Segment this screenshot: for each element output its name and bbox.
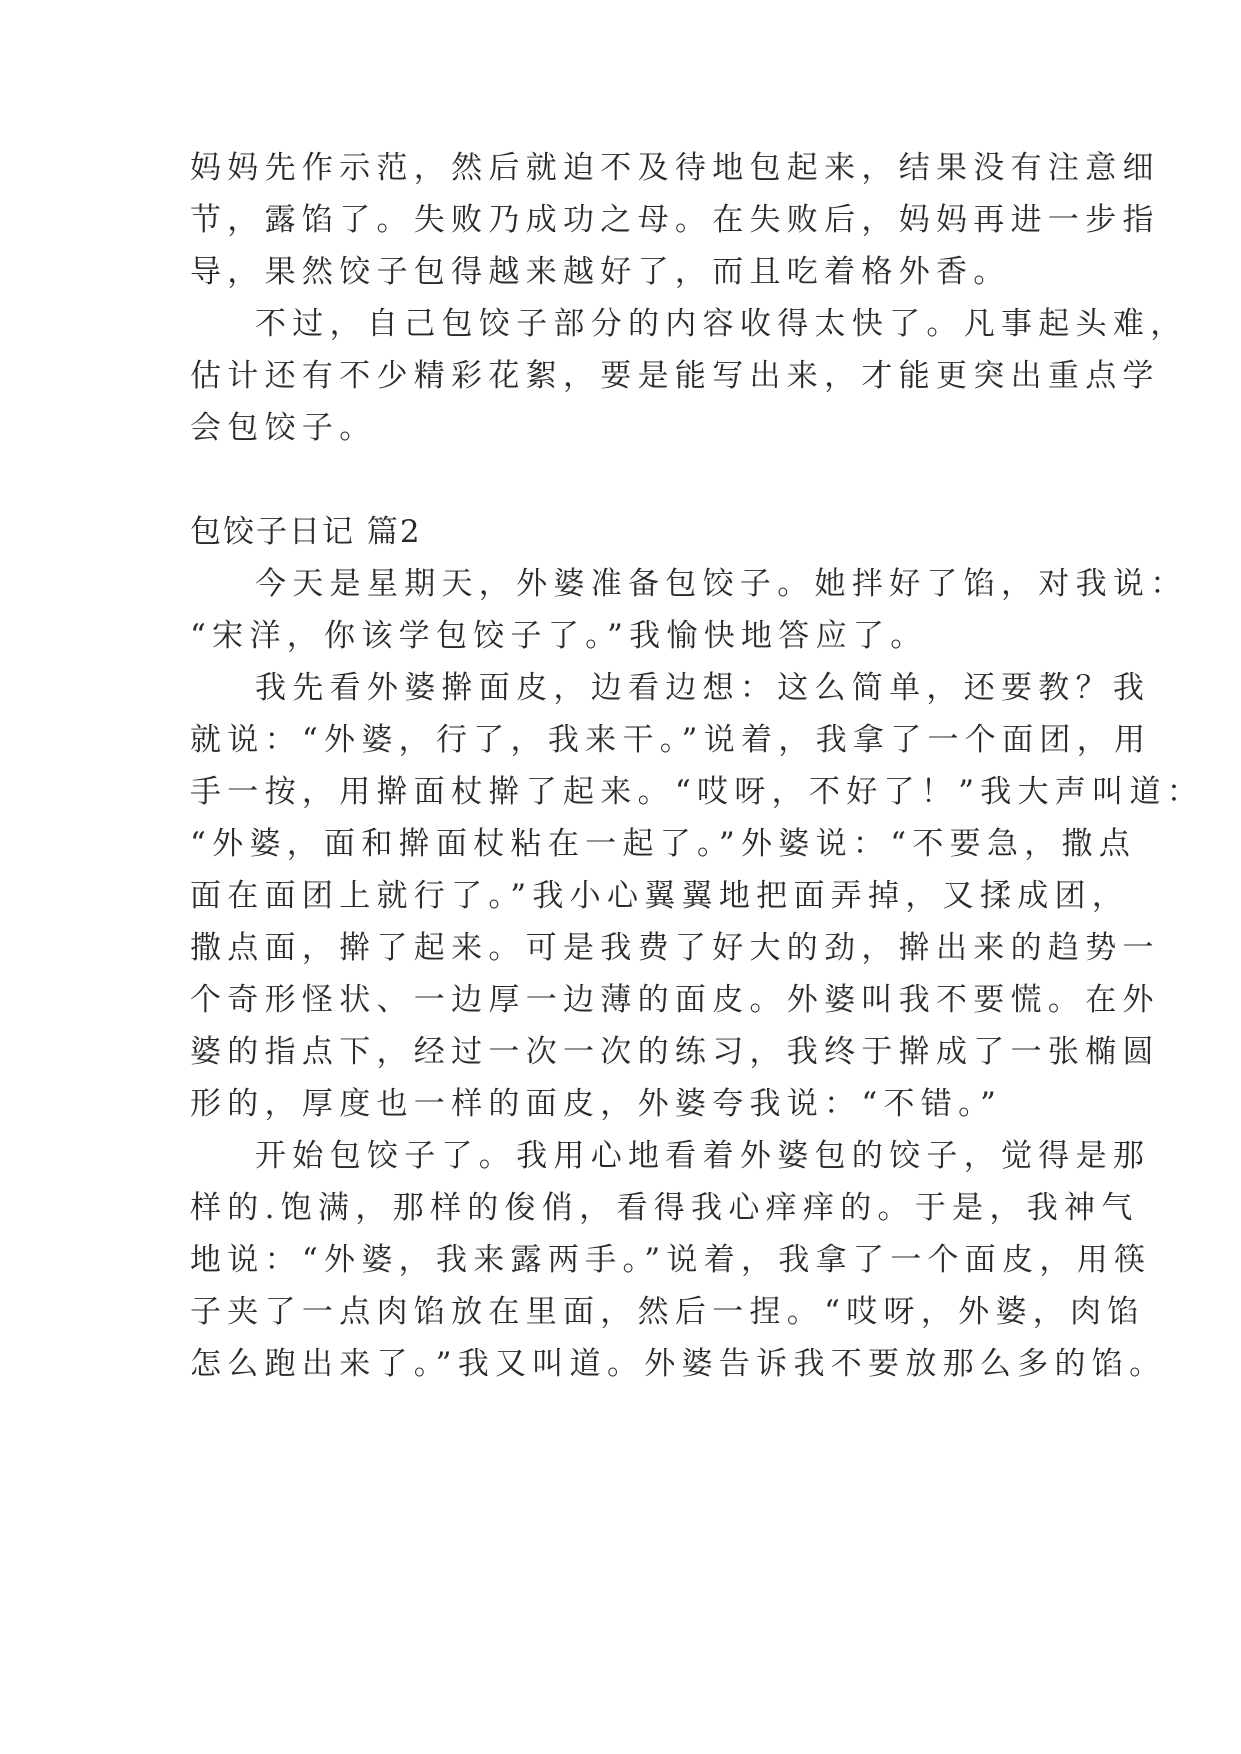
- section-heading: 包饺子日记 篇2: [190, 514, 422, 550]
- text-line: “宋洋，你该学包饺子了。”我愉快地答应了。: [190, 618, 928, 654]
- text-line: 估计还有不少精彩花絮，要是能写出来，才能更突出重点学: [190, 358, 1160, 394]
- text-line: 撒点面，擀了起来。可是我费了好大的劲，擀出来的趋势一: [190, 930, 1160, 966]
- text-line: “外婆，面和擀面杖粘在一起了。”外婆说：“不要急，撒点: [190, 826, 1137, 862]
- text-line: 节，露馅了。失败乃成功之母。在失败后，妈妈再进一步指: [190, 202, 1160, 238]
- text-line: 个奇形怪状、一边厚一边薄的面皮。外婆叫我不要慌。在外: [190, 982, 1160, 1018]
- text-line: 样的.饱满，那样的俊俏，看得我心痒痒的。于是，我神气: [190, 1190, 1139, 1226]
- text-line: 形的，厚度也一样的面皮，外婆夸我说：“不错。”: [190, 1086, 1003, 1122]
- text-line: 就说：“外婆，行了，我来干。”说着，我拿了一个面团，用: [190, 722, 1152, 758]
- text-line: 开始包饺子了。我用心地看着外婆包的饺子，觉得是那: [255, 1138, 1151, 1174]
- text-line: 不过，自己包饺子部分的内容收得太快了。凡事起头难，: [255, 306, 1188, 342]
- text-line: 会包饺子。: [190, 410, 377, 446]
- text-line: 我先看外婆擀面皮，边看边想：这么简单，还要教？我: [255, 670, 1151, 706]
- text-line: 婆的指点下，经过一次一次的练习，我终于擀成了一张椭圆: [190, 1034, 1160, 1070]
- text-line: 导，果然饺子包得越来越好了，而且吃着格外香。: [190, 254, 1011, 290]
- text-line: 面在面团上就行了。”我小心翼翼地把面弄掉，又揉成团，: [190, 878, 1130, 914]
- text-line: 手一按，用擀面杖擀了起来。“哎呀，不好了！”我大声叫道：: [190, 774, 1205, 810]
- text-line: 怎么跑出来了。”我又叫道。外婆告诉我不要放那么多的馅。: [190, 1346, 1167, 1382]
- text-line: 今天是星期天，外婆准备包饺子。她拌好了馅，对我说：: [255, 566, 1188, 602]
- text-line: 地说：“外婆，我来露两手。”说着，我拿了一个面皮，用筷: [190, 1242, 1152, 1278]
- text-line: 子夹了一点肉馅放在里面，然后一捏。“哎呀，外婆，肉馅: [190, 1294, 1145, 1330]
- text-line: 妈妈先作示范，然后就迫不及待地包起来，结果没有注意细: [190, 150, 1160, 186]
